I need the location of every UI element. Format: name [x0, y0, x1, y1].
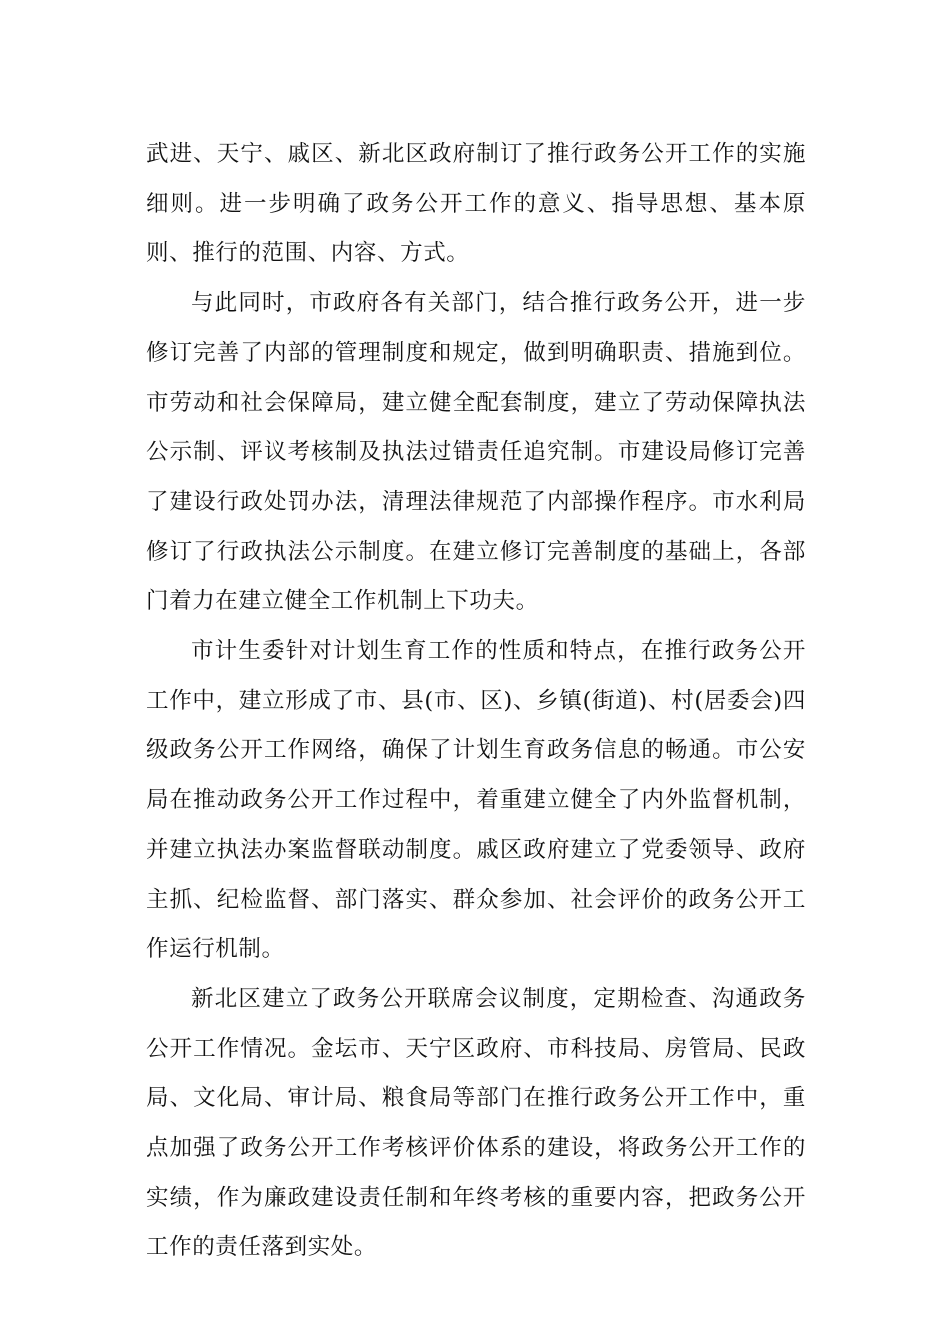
paragraph-3: 市计生委针对计划生育工作的性质和特点，在推行政务公开工作中，建立形成了市、县(市、区)、乡镇(街道)、村(居委会)四级政务公开工作网络，确保了计划生育政务信息的畅通。市公安局在推动政务公开工作过程中，着重建立健全了内外监督机制，并建立执法办案监督联动制度。戚区政府建立了党委领导、政府主抓、纪检监督、部门落实、群众参加、社会评价的政务公开工作运行机制。: [146, 638, 806, 963]
paragraph-2: 与此同时，市政府各有关部门，结合推行政务公开，进一步修订完善了内部的管理制度和规定，做到明确职责、措施到位。市劳动和社会保障局，建立健全配套制度，建立了劳动保障执法公示制、评议考核制及执法过错责任追究制。市建设局修订完善了建设行政处罚办法，清理法律规范了内部操作程序。市水利局修订了行政执法公示制度。在建立修订完善制度的基础上，各部门着力在建立健全工作机制上下功夫。: [146, 290, 806, 615]
document-body: [146, 130, 806, 1273]
paragraph-4: 新北区建立了政务公开联席会议制度，定期检查、沟通政务公开工作情况。金坛市、天宁区政府、市科技局、房管局、民政局、文化局、审计局、粮食局等部门在推行政务公开工作中，重点加强了政务公开工作考核评价体系的建设，将政务公开工作的实绩，作为廉政建设责任制和年终考核的重要内容，把政务公开工作的责任落到实处。: [146, 985, 806, 1261]
paragraph-1: 武进、天宁、戚区、新北区政府制订了推行政务公开工作的实施细则。进一步明确了政务公开工作的意义、指导思想、基本原则、推行的范围、内容、方式。: [146, 141, 806, 267]
